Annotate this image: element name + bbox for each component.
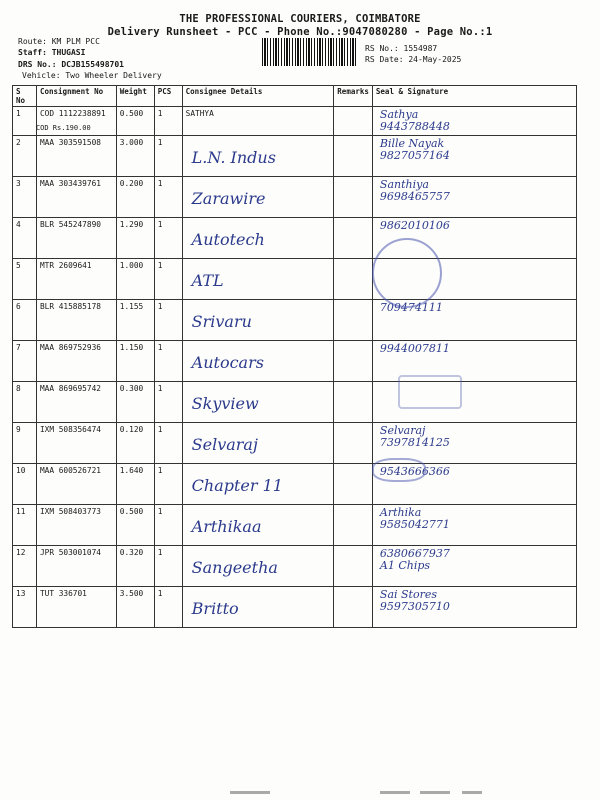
sno-cell: 7	[13, 341, 37, 382]
rs-date-field: RS Date: 24-May-2025	[365, 55, 462, 64]
signature-phone: 9543666366	[379, 465, 450, 478]
consignee-cell	[182, 546, 334, 587]
consignee-cell	[182, 136, 334, 177]
route-field: Route: KM PLM PCC	[18, 37, 100, 46]
consignment-no: COD 1112238891	[39, 109, 106, 118]
sno-cell: 3	[13, 177, 37, 218]
pcs-cell: 1	[154, 218, 182, 259]
remarks-cell	[334, 546, 373, 587]
table-row	[13, 382, 577, 423]
signature-phone: 9944007811	[379, 342, 450, 355]
table-row	[13, 136, 577, 177]
consignee-cell	[182, 218, 334, 259]
consignee-cell	[182, 382, 334, 423]
sno-cell: 8	[13, 382, 37, 423]
drs-field: DRS No.: DCJB155498701	[18, 60, 124, 69]
remarks-cell	[334, 341, 373, 382]
remarks-cell	[334, 464, 373, 505]
seal-stamp-icon	[372, 458, 426, 482]
weight-cell: 0.120	[116, 423, 154, 464]
weight-cell: 1.290	[116, 218, 154, 259]
signature-phone: 709474111	[379, 301, 443, 314]
sno-cell: 4	[13, 218, 37, 259]
weight-cell: 0.300	[116, 382, 154, 423]
consignment-cell: MAA 869752936	[36, 341, 116, 382]
table-row	[13, 259, 577, 300]
sno-cell: 10	[13, 464, 37, 505]
handwritten-consignee: Autocars	[191, 353, 264, 372]
col-consignment: Consignment No	[36, 86, 116, 107]
barcode-icon	[262, 38, 358, 66]
weight-cell: 3.500	[116, 587, 154, 628]
remarks-cell	[334, 107, 373, 136]
handwritten-consignee: L.N. Indus	[191, 148, 276, 167]
consignment-cell: IXM 508356474	[36, 423, 116, 464]
signature-phone: 7397814125	[379, 436, 450, 449]
consignment-cell: IXM 508403773	[36, 505, 116, 546]
sno-cell: 5	[13, 259, 37, 300]
pcs-cell: 1	[154, 464, 182, 505]
consignment-cell: MTR 2609641	[36, 259, 116, 300]
consignment-cell: JPR 503001074	[36, 546, 116, 587]
pcs-cell: 1	[154, 382, 182, 423]
runsheet-table	[12, 85, 577, 628]
signature-text: A1 Chips	[379, 559, 431, 572]
consignee-cell	[182, 259, 334, 300]
signature-cell	[372, 505, 576, 546]
consignment-cell: TUT 336701	[36, 587, 116, 628]
handwritten-consignee: Selvaraj	[191, 435, 258, 454]
scan-edge-mark	[380, 791, 410, 794]
table-row	[13, 218, 577, 259]
handwritten-consignee: Zarawire	[191, 189, 266, 208]
handwritten-consignee: Britto	[191, 599, 239, 618]
consignment-cell: BLR 545247890	[36, 218, 116, 259]
seal-stamp-icon	[372, 238, 442, 308]
remarks-cell	[334, 505, 373, 546]
signature-phone: 9443788448	[379, 120, 450, 133]
consignee-cell	[182, 177, 334, 218]
sno-cell: 1	[13, 107, 37, 136]
weight-cell: 1.155	[116, 300, 154, 341]
consignee-cell	[182, 423, 334, 464]
remarks-cell	[334, 382, 373, 423]
col-sno: S No	[13, 86, 37, 107]
pcs-cell: 1	[154, 177, 182, 218]
weight-cell: 0.500	[116, 505, 154, 546]
sno-cell: 11	[13, 505, 37, 546]
sno-cell: 2	[13, 136, 37, 177]
signature-text: Bille Nayak	[379, 137, 445, 150]
table-row	[13, 107, 577, 136]
handwritten-consignee: ATL	[191, 271, 224, 290]
consignee-cell	[182, 341, 334, 382]
weight-cell: 3.000	[116, 136, 154, 177]
table-row	[13, 177, 577, 218]
pcs-cell: 1	[154, 136, 182, 177]
table-row	[13, 546, 577, 587]
pcs-cell: 1	[154, 341, 182, 382]
signature-text: Selvaraj	[379, 424, 426, 437]
consignment-cell: MAA 303439761	[36, 177, 116, 218]
sno-cell: 9	[13, 423, 37, 464]
consignment-cell	[36, 107, 116, 136]
pcs-cell: 1	[154, 587, 182, 628]
signature-text: Santhiya	[379, 178, 429, 191]
table-row	[13, 300, 577, 341]
staff-field: Staff: THUGASI	[18, 48, 86, 57]
consignment-cell: MAA 600526721	[36, 464, 116, 505]
handwritten-consignee: Sangeetha	[191, 558, 278, 577]
weight-cell: 0.320	[116, 546, 154, 587]
pcs-cell: 1	[154, 259, 182, 300]
table-row	[13, 505, 577, 546]
col-consignee: Consignee Details	[182, 86, 334, 107]
pcs-cell: 1	[154, 107, 182, 136]
col-pcs: PCS	[154, 86, 182, 107]
weight-cell: 1.000	[116, 259, 154, 300]
handwritten-consignee: Arthikaa	[191, 517, 262, 536]
remarks-cell	[334, 177, 373, 218]
signature-text: Sathya	[379, 108, 419, 121]
pcs-cell: 1	[154, 423, 182, 464]
consignment-cell: MAA 303591508	[36, 136, 116, 177]
pcs-cell: 1	[154, 300, 182, 341]
remarks-cell	[334, 259, 373, 300]
consignee-cell	[182, 587, 334, 628]
signature-phone: 9585042771	[379, 518, 450, 531]
consignee-cell	[182, 505, 334, 546]
weight-cell: 1.150	[116, 341, 154, 382]
handwritten-consignee: Srivaru	[191, 312, 252, 331]
handwritten-consignee: Chapter 11	[191, 476, 283, 495]
consignment-cell: MAA 869695742	[36, 382, 116, 423]
signature-cell	[372, 107, 576, 136]
remarks-cell	[334, 300, 373, 341]
runsheet-title: THE PROFESSIONAL COURIERS, COIMBATORE	[179, 13, 421, 25]
weight-cell: 0.200	[116, 177, 154, 218]
signature-phone: 9862010106	[379, 219, 450, 232]
col-remarks: Remarks	[334, 86, 373, 107]
cod-amount: COD Rs.190.00	[35, 124, 91, 132]
signature-cell	[372, 177, 576, 218]
sno-cell: 13	[13, 587, 37, 628]
table-row	[13, 423, 577, 464]
scan-edge-mark	[230, 791, 270, 794]
table-row	[13, 464, 577, 505]
sno-cell: 12	[13, 546, 37, 587]
signature-cell	[372, 546, 576, 587]
runsheet-subtitle: Delivery Runsheet - PCC - Phone No.:9047080280 - Page No.:1	[107, 26, 493, 38]
pcs-cell: 1	[154, 505, 182, 546]
signature-phone: 6380667937	[379, 547, 450, 560]
consignment-cell: BLR 415885178	[36, 300, 116, 341]
weight-cell: 0.500	[116, 107, 154, 136]
scan-edge-mark	[462, 791, 482, 794]
remarks-cell	[334, 587, 373, 628]
remarks-cell	[334, 423, 373, 464]
weight-cell: 1.640	[116, 464, 154, 505]
pcs-cell: 1	[154, 546, 182, 587]
table-row	[13, 587, 577, 628]
signature-phone: 9827057164	[379, 149, 450, 162]
seal-stamp-icon	[398, 375, 462, 409]
handwritten-consignee: Autotech	[191, 230, 265, 249]
table-header-row	[13, 86, 577, 107]
signature-text: Sai Stores	[379, 588, 438, 601]
consignee-cell	[182, 464, 334, 505]
vehicle-field: Vehicle: Two Wheeler Delivery	[22, 71, 162, 80]
table-row	[13, 341, 577, 382]
consignee-cell: SATHYA	[182, 107, 334, 136]
col-signature: Seal & Signature	[372, 86, 576, 107]
scan-edge-mark	[420, 791, 450, 794]
handwritten-consignee: Skyview	[191, 394, 259, 413]
signature-cell	[372, 587, 576, 628]
signature-text: Arthika	[379, 506, 422, 519]
rs-no-field: RS No.: 1554987	[365, 44, 438, 53]
remarks-cell	[334, 218, 373, 259]
col-weight: Weight	[116, 86, 154, 107]
signature-phone: 9597305710	[379, 600, 450, 613]
consignee-cell	[182, 300, 334, 341]
signature-phone: 9698465757	[379, 190, 450, 203]
signature-cell	[372, 136, 576, 177]
remarks-cell	[334, 136, 373, 177]
sno-cell: 6	[13, 300, 37, 341]
